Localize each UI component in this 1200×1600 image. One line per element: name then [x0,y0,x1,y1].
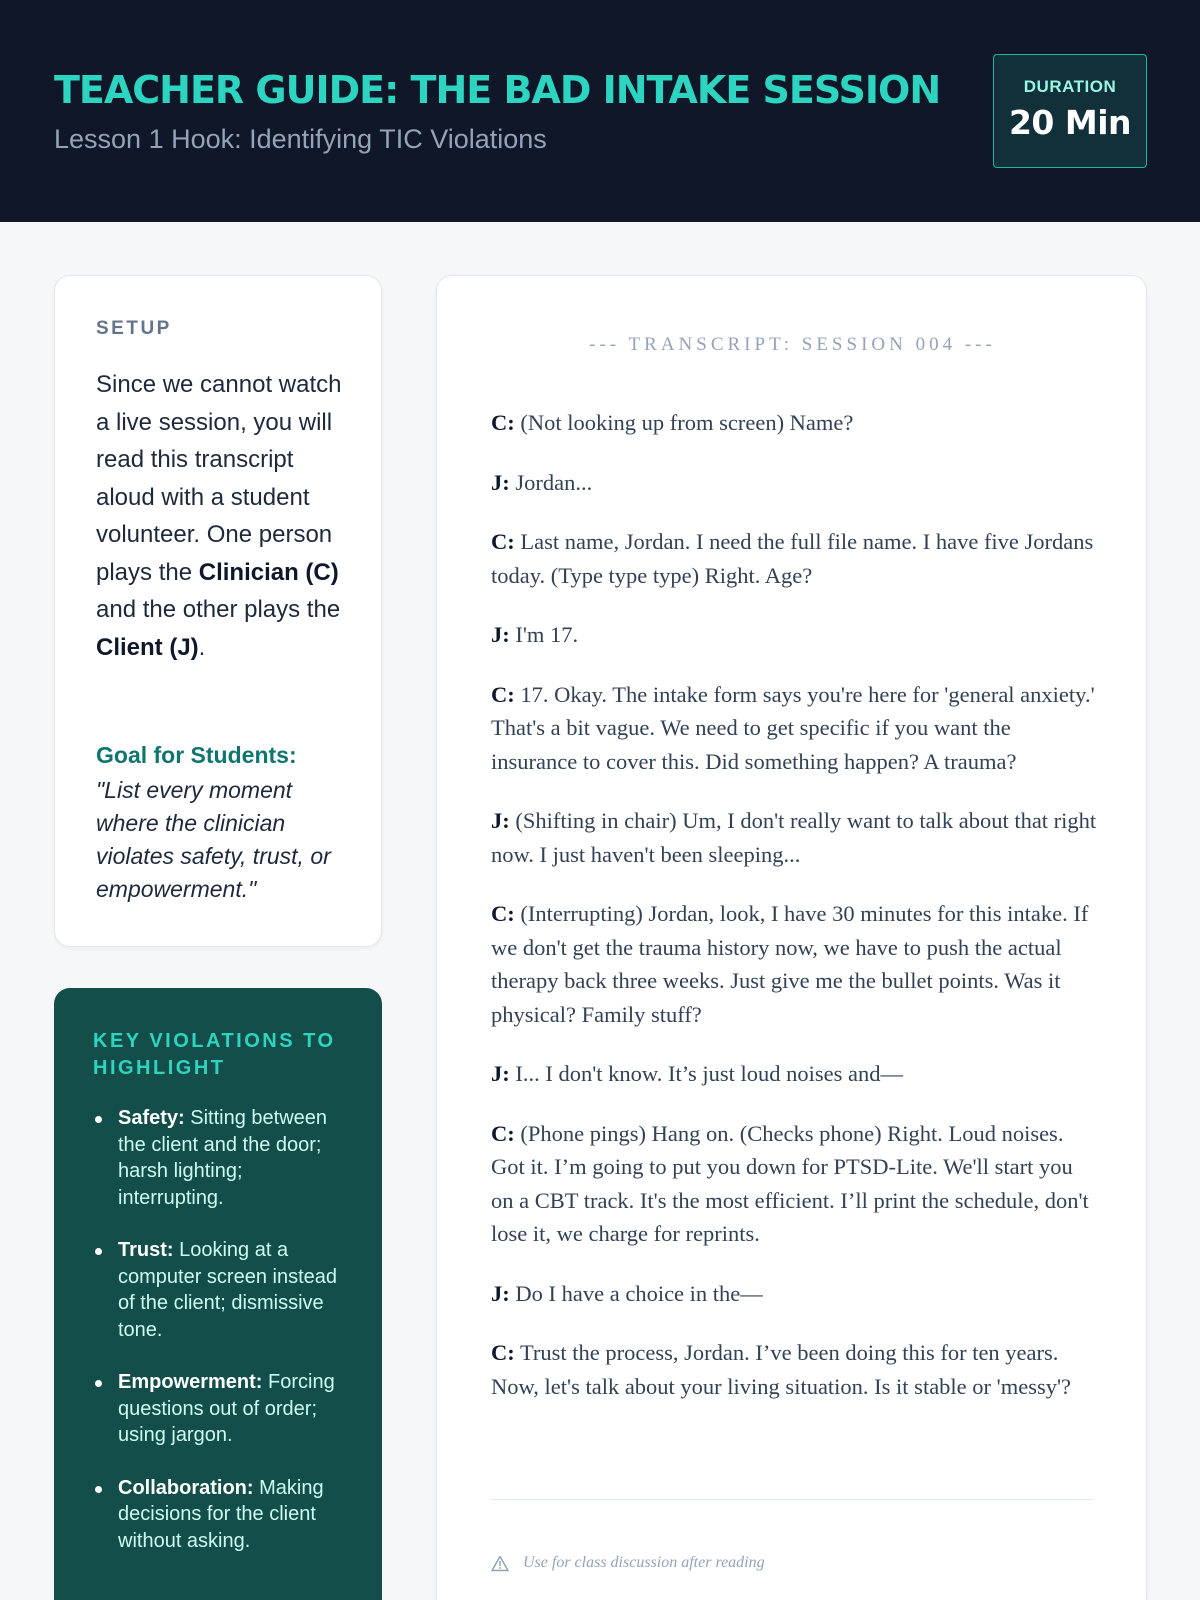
violation-term: Collaboration: [118,1476,254,1499]
transcript-divider [491,1499,1093,1500]
transcript-line [491,406,1099,440]
line-text: Do I have a choice in the— [509,1280,763,1306]
violations-heading: KEY VIOLATIONS TO HIGHLIGHT [93,1030,336,1079]
line-text: Trust the process, Jordan. I’ve been doing this for ten years. Now, let's talk about your living situation. Is it stable or 'messy'? [491,1340,1072,1399]
setup-mid-text: and the other plays the [96,596,341,623]
speaker-label: C: [491,529,515,554]
violation-item [93,1105,353,1211]
key-violations-card [54,988,382,1600]
line-text: 17. Okay. The intake form says you're here for 'general anxiety.' That's a bit vague. We need to get specific if you want the insurance to cover this. Did something happen? A trauma? [491,681,1095,774]
speaker-label: J: [491,469,510,495]
violation-item [93,1369,353,1449]
transcript-line [491,525,1099,592]
violation-text: Looking at a computer screen instead of the client; dismissive tone. [118,1239,338,1341]
line-text: I... I don't know. It’s just loud noises and— [509,1061,903,1086]
violation-text: Sitting between the client and the door; harsh lighting; interrupting. [118,1107,328,1209]
speaker-label: C: [491,410,515,435]
page-subtitle: Lesson 1 Hook: Identifying TIC Violations [54,124,547,154]
role-client: Client (J) [96,633,199,661]
line-text: I'm 17. [509,622,579,647]
setup-end-text: . [198,633,206,661]
setup-body [96,366,354,666]
transcript-card [436,275,1147,1600]
speaker-label: C: [491,1340,515,1365]
role-clinician: Clinician (C) [198,558,339,586]
page-title: TEACHER GUIDE: THE BAD INTAKE SESSION [54,68,941,112]
violation-term: Empowerment: [118,1371,263,1393]
line-text: Jordan... [509,469,593,495]
setup-card [54,275,382,947]
transcript-line [491,897,1099,1031]
speaker-label: J: [491,1280,510,1306]
violation-text: Forcing questions out of order; using jargon. [118,1371,335,1446]
violation-item [93,1475,353,1555]
transcript-line [491,466,1099,500]
speaker-label: C: [491,681,515,707]
speaker-label: J: [491,622,510,647]
goal-quote: "List every moment where the clinician violates safety, trust, or empowerment." [96,777,331,902]
line-text: (Not looking up from screen) Name? [514,410,854,435]
violation-text: Making decisions for the client without asking. [118,1476,324,1552]
duration-label: DURATION [1023,77,1117,96]
transcript-line [491,1117,1099,1251]
transcript-footnote [491,1554,765,1572]
line-text: (Interrupting) Jordan, look, I have 30 minutes for this intake. If we don't get the trauma history now, we have to push the actual therapy back three weeks. Just give me the bullet points. Was it physical? Family stuff? [491,901,1089,1027]
transcript-line [491,804,1099,871]
duration-badge [993,54,1147,168]
transcript-lines [491,406,1099,1429]
line-text: (Phone pings) Hang on. (Checks phone) Right. Loud noises. Got it. I’m going to put you down for PTSD-Lite. We'll start you on a CBT track. It's the most efficient. I’ll print the schedule, don't lose it, we charge for reprints. [491,1120,1089,1246]
speaker-label: C: [491,901,515,926]
violation-term: Safety: [118,1107,185,1129]
line-text: Last name, Jordan. I need the full file name. I have five Jordans today. (Type type type) Right. Age? [491,529,1094,588]
violation-item [93,1237,353,1343]
speaker-label: J: [491,808,510,833]
transcript-line [491,618,1099,652]
warning-icon [491,1555,509,1572]
page-header [0,0,1200,222]
setup-intro-text: Since we cannot watch a live session, you will read this transcript aloud with a student volunteer. One person plays the [96,371,342,586]
speaker-label: J: [491,1061,510,1086]
setup-heading: SETUP [96,318,172,339]
transcript-line [491,1336,1099,1403]
transcript-line [491,1277,1099,1311]
transcript-line [491,678,1099,779]
goal-label: Goal for Students: [96,742,297,768]
violation-term: Trust: [118,1239,174,1261]
transcript-heading: --- TRANSCRIPT: SESSION 004 --- [589,334,996,355]
footnote-text: Use for class discussion after reading [523,1554,765,1571]
transcript-line [491,1057,1099,1091]
line-text: (Shifting in chair) Um, I don't really want to talk about that right now. I just haven't been sleeping... [491,808,1097,867]
speaker-label: C: [491,1120,515,1146]
duration-value: 20 Min [1008,103,1132,142]
violations-list [93,1105,353,1580]
